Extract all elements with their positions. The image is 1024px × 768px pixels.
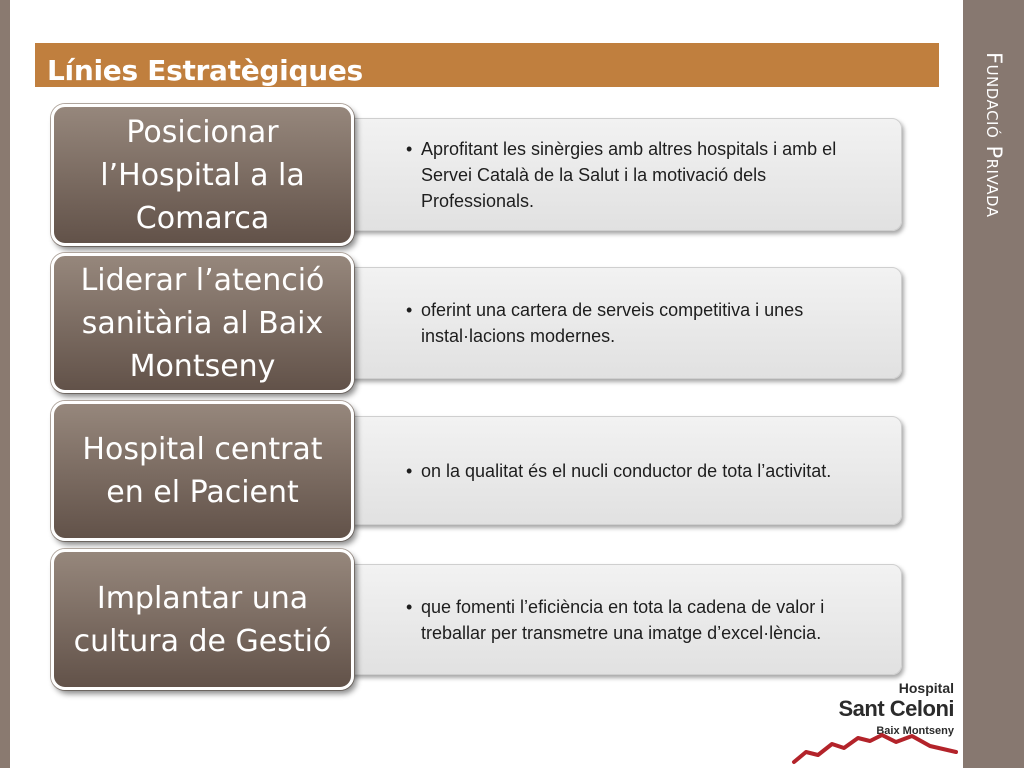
- slide-title: Línies Estratègiques: [47, 54, 363, 87]
- left-accent-strip: [0, 0, 10, 768]
- hospital-sant-celoni-logo: [790, 678, 960, 768]
- strategy-detail-box-1: [335, 118, 902, 231]
- strategy-detail-4: • que fomenti l’eficiència en tota la cadena de valor i treballar per transmetre una imatge d’excel·lència.: [406, 594, 871, 646]
- strategy-heading-box-4: [51, 549, 354, 690]
- mountain-silhouette-icon: [794, 735, 956, 762]
- strategy-detail-box-2: [335, 267, 902, 379]
- strategy-detail-box-3: [335, 416, 902, 525]
- logo-line1: Hospital: [898, 680, 954, 696]
- strategy-detail-2: • oferint una cartera de serveis competitiva i unes instal·lacions modernes.: [406, 297, 871, 349]
- strategy-heading-1: Posicionar l’Hospital a la Comarca: [100, 114, 305, 236]
- strategy-heading-2: Liderar l’atenció sanitària al Baix Montseny: [80, 262, 325, 384]
- strategy-heading-3: Hospital centrat en el Pacient: [82, 432, 323, 510]
- strategy-heading-box-2: [51, 253, 354, 393]
- strategy-heading-4: Implantar una cultura de Gestió: [73, 580, 332, 659]
- strategy-detail-1: • Aprofitant les sinèrgies amb altres hospitals i amb el Servei Català de la Salut i la motivació dels Professionals.: [406, 136, 871, 214]
- strategy-heading-box-3: [51, 401, 354, 541]
- side-title: [963, 0, 1024, 768]
- logo-line3: Baix Montseny: [876, 725, 954, 737]
- logo-line2: Sant Celoni: [838, 696, 954, 721]
- side-title-text: Fundació Privada: [982, 52, 1006, 218]
- strategy-detail-3: • on la qualitat és el nucli conductor de tota l’activitat.: [406, 458, 831, 484]
- strategy-heading-box-1: [51, 104, 354, 246]
- strategy-detail-box-4: [335, 564, 902, 675]
